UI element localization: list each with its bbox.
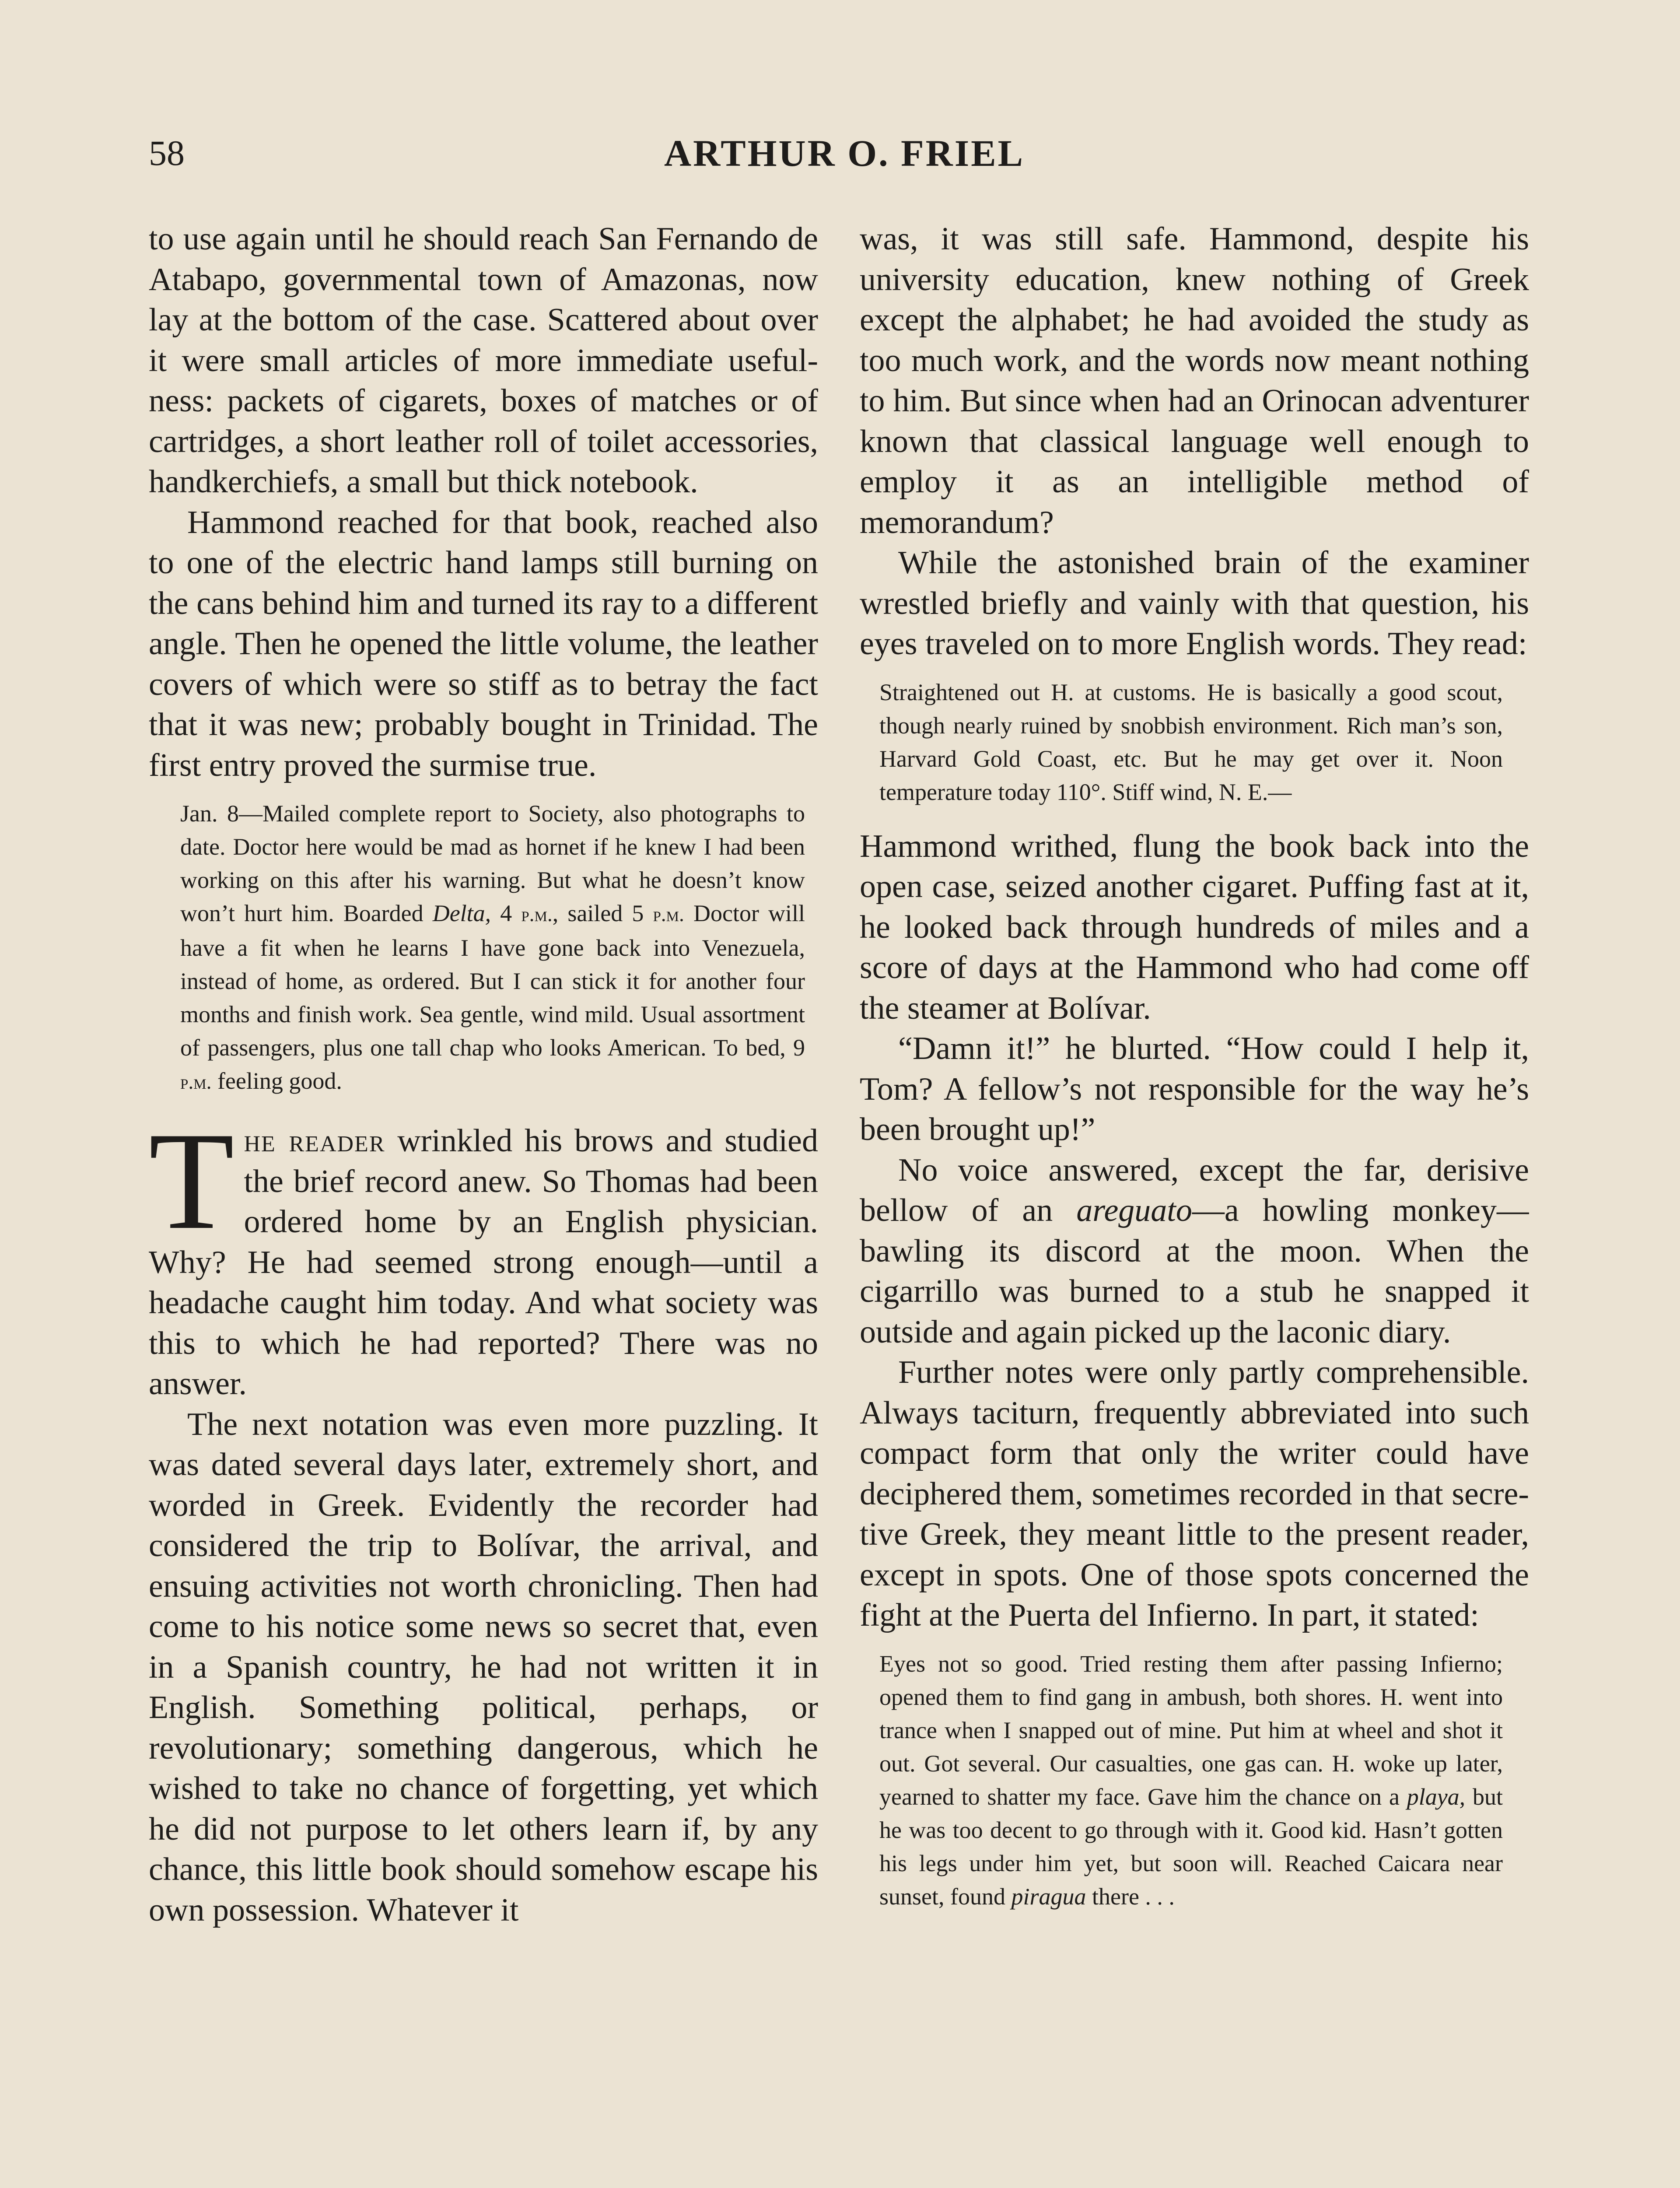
italic-word: playa, bbox=[1407, 1783, 1466, 1810]
diary-entry bbox=[860, 1647, 1529, 1913]
lead-in: he reader bbox=[244, 1123, 385, 1159]
time-suffix: p.m. bbox=[653, 903, 684, 926]
time-suffix: p.m. bbox=[521, 903, 553, 926]
page-number: 58 bbox=[149, 133, 185, 173]
paragraph-text: No voice answered, except the far, derisive bellow of an bbox=[860, 1152, 1529, 1228]
paragraph-text: —a howling monkey—bawling its discord at the moon. When the cigarrillo was burned to a stub he snapped it outside and again picked up the laconic diary. bbox=[860, 1192, 1529, 1350]
drop-cap: T bbox=[149, 1104, 234, 1259]
paragraph: “Damn it!” he blurted. “How could I help it, Tom? A fellow’s not responsible for the way he’s been brought up!” bbox=[860, 1031, 1529, 1147]
diary-entry bbox=[149, 797, 818, 1099]
paragraph: Hammond writhed, flung the book back into the open case, seized another cigaret. Puffing fast at it, he looked back through hundreds of miles and a score of days at the Hammond who had come off the steamer at Bolívar. bbox=[860, 828, 1529, 1026]
diary-text: Jan. 8—Mailed complete report to Society, also photographs to date. Doctor here would be mad as hornet if he knew I had been working on this after his warning. But what he doesn’t know won’t hurt him. Boarded bbox=[180, 800, 805, 926]
diary-entry: Straightened out H. at customs. He is basically a good scout, though nearly ruined by snobbish environment. Rich man’s son, Harvard Gold Coast, etc. But he may get over it. Noon temperature today 110°. Stiff wind, N. E.— bbox=[879, 679, 1503, 805]
running-head: ARTHUR O. FRIEL bbox=[664, 132, 1025, 174]
diary-text: , sailed 5 bbox=[552, 900, 653, 926]
paragraph: Hammond reached for that book, reached also to one of the electric hand lamps still burning on the cans behind him and turned its ray to a different angle. Then he opened the little volume, the leather covers of which were so stiff as to betray the fact that it was new; probably bought in Trinidad. The first entry proved the surmise true. bbox=[149, 504, 818, 783]
left-column bbox=[149, 219, 818, 2188]
ship-name: Delta, bbox=[432, 900, 491, 926]
italic-word: piragua bbox=[1011, 1883, 1086, 1910]
diary-text: Eyes not so good. Tried resting them after passing Infierno; opened them to find gang in ambush, both shores. H. went into trance when I snapped out of mine. Put him at wheel and shot it out. Got several. Our casualties, one gas can. H. woke up later, yearned to shatter my face. Gave him the chance on a bbox=[879, 1650, 1503, 1810]
page-header bbox=[149, 131, 1540, 188]
paragraph: to use again until he should reach San Fernando de Atabapo, governmental town of Amazonas, now lay at the bottom of the case. Scattered about over it were small articles of more immediate usefulness: packets of cigarets, boxes of matches or of cartridges, a short leather roll of toilet accessories, handkerchiefs, a small but thick notebook. bbox=[149, 221, 818, 500]
time-suffix: p.m. bbox=[180, 1071, 212, 1094]
paragraph bbox=[860, 1150, 1529, 1353]
italic-word: areguato bbox=[1076, 1192, 1192, 1228]
right-column bbox=[860, 219, 1529, 2188]
dropcap-paragraph bbox=[149, 1104, 818, 1404]
paragraph: was, it was still safe. Hammond, despite his university education, knew nothing of Greek except the alphabet; he had avoided the study as too much work, and the words now meant nothing to him. But since when had an Orinocan adventurer known that classical language well enough to employ it as an intelligible method of memorandum? bbox=[860, 221, 1529, 540]
paragraph-text: wrinkled his brows and studied the brief record anew. So Thomas had been ordered home by an English physician. Why? He had seemed strong enough—until a headache caught him today. And what society was this to which he had reported? There was no answer. bbox=[149, 1123, 818, 1402]
diary-text: 4 bbox=[491, 900, 522, 926]
diary-text: feeling good. bbox=[211, 1068, 342, 1094]
paragraph: Further notes were only partly comprehensible. Always taciturn, frequently abbreviated into such compact form that only the writer could have deciphered them, sometimes recorded in that secretive Greek, they meant little to the present reader, except in spots. One of those spots concerned the fight at the Puerta del Infierno. In part, it stated: bbox=[860, 1354, 1529, 1633]
diary-text: but he was too decent to go through with it. Good kid. Hasn’t gotten his legs under him yet, but soon will. Reached Caicara near sunset, found bbox=[879, 1783, 1503, 1910]
diary-text: Doctor will have a fit when he learns I have gone back into Venezuela, instead of home, as ordered. But I can stick it for another four months and finish work. Sea gentle, wind mild. Usual assortment of passengers, plus one tall chap who looks American. To bed, 9 bbox=[180, 900, 805, 1061]
diary-text: there . . . bbox=[1086, 1883, 1175, 1910]
paragraph: While the astonished brain of the examiner wrestled briefly and vainly with that question, his eyes traveled on to more English words. They read: bbox=[860, 545, 1529, 662]
paragraph: The next notation was even more puzzling. It was dated several days later, extremely short, and worded in Greek. Evidently the recorder had considered the trip to Bolívar, the arrival, and ensuing activities not worth chronicling. Then had come to his notice some news so secret that, even in a Spanish country, he had not written it in English. Something political, perhaps, or revolutionary; something dangerous, which he wished to take no chance of forgetting, yet which he did not purpose to let others learn if, by any chance, this little book should somehow escape his own possession. Whatever it bbox=[149, 1406, 818, 1928]
